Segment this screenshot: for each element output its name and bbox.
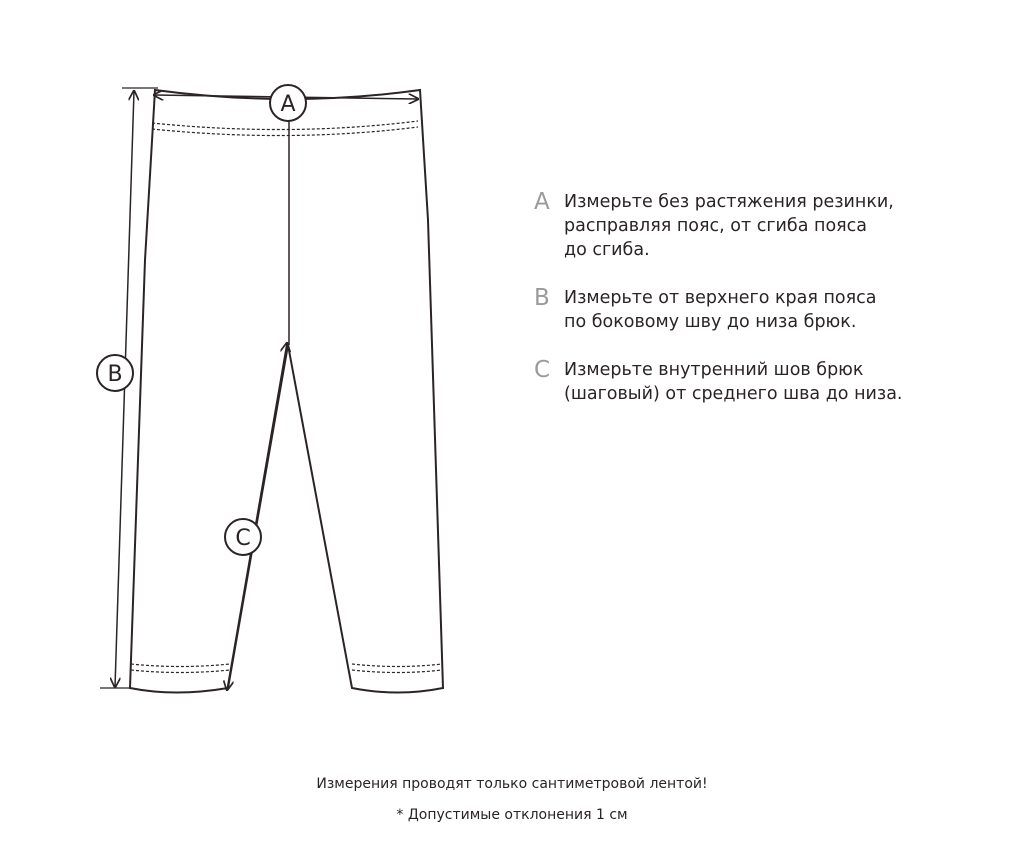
marker-c-label: C <box>235 526 251 551</box>
marker-c <box>225 519 261 555</box>
instruction-c-text: Измерьте внутренний шов брюк (шаговый) от среднего шва до низа. <box>564 360 903 404</box>
instruction-b-letter: B <box>534 285 550 311</box>
marker-b <box>97 355 133 391</box>
footer-note: Измерения проводят только сантиметровой лентой! <box>316 776 708 792</box>
hem-stitch-left <box>131 664 230 667</box>
instruction-a <box>534 190 1004 262</box>
waistband-stitch <box>152 127 418 136</box>
instructions-list <box>534 190 1004 430</box>
pants-diagram <box>0 0 520 720</box>
hem-stitch-left <box>131 670 230 673</box>
hem-stitch-right <box>352 664 442 667</box>
instruction-a-letter: A <box>534 189 550 215</box>
instruction-b <box>534 286 1004 334</box>
waistband-stitch <box>152 121 418 130</box>
marker-a <box>270 85 306 121</box>
hem-stitch-right <box>352 670 442 673</box>
measure-c-line <box>227 343 287 690</box>
instruction-a-text: Измерьте без растяжения резинки, расправляя пояс, от сгиба пояса до сгиба. <box>564 192 894 260</box>
instruction-c-letter: C <box>534 357 551 383</box>
instruction-b-text: Измерьте от верхнего края пояса по боковому шву до низа брюк. <box>564 288 877 332</box>
marker-b-label: B <box>107 362 123 387</box>
pants-outline <box>130 90 443 693</box>
footer-tolerance: * Допустимые отклонения 1 см <box>396 807 628 823</box>
instruction-c <box>534 358 1004 406</box>
marker-a-label: A <box>280 92 296 117</box>
